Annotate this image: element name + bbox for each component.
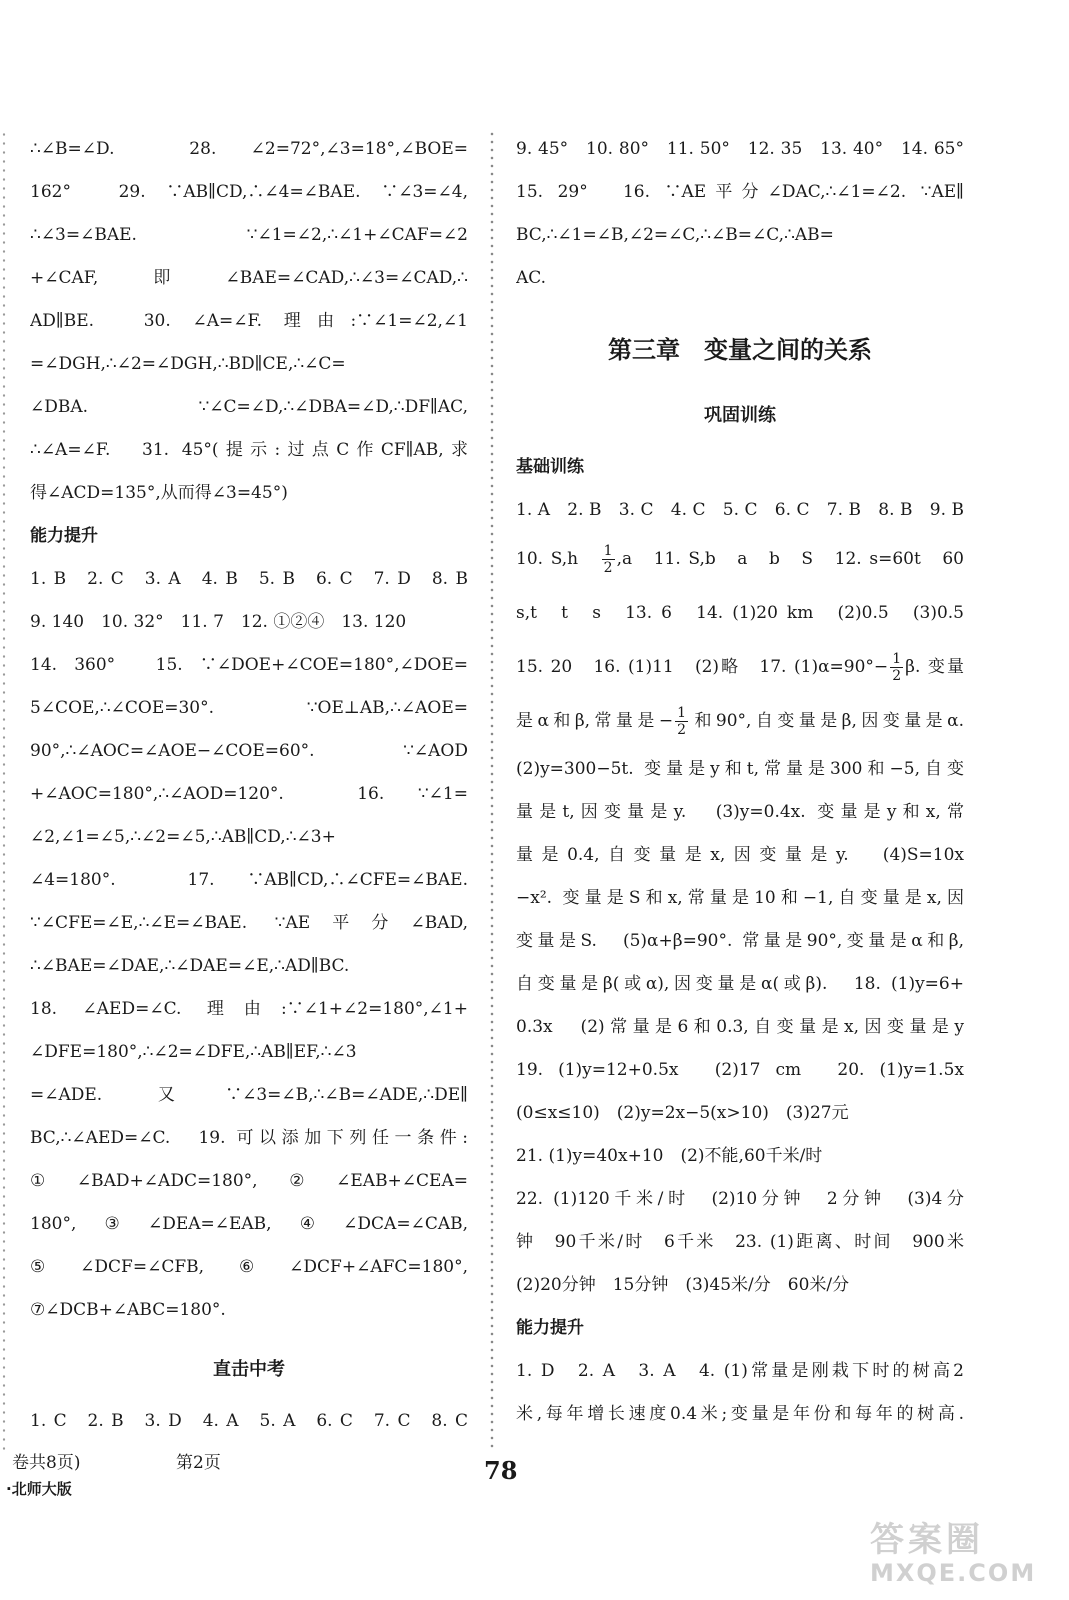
answer-line: =∠DGH,∴∠2=∠DGH,∴BD∥CE,∴∠C= [30,354,346,374]
watermark-url: MXQE.COM [870,1559,1037,1587]
right-column [516,128,964,1436]
answer-line: 1. A 2. B 3. C 4. C 5. C 6. C 7. B 8. B 9. B [516,500,964,520]
answer-line: 自变量是β(或α),因变量是α(或β). 18. (1)y=6+ [516,974,964,994]
answer-line: 量是t,因变量是y. (3)y=0.4x. 变量是y和x,常 [516,802,964,822]
answer-line-fraction [516,694,964,748]
section-heading-ability: 能力提升 [30,526,98,546]
answer-line: ⑦∠DCB+∠ABC=180°. [30,1300,226,1320]
answer-line: 9. 45° 10. 80° 11. 50° 12. 35 13. 40° 14. 65° [516,139,964,159]
footer-edition: ·北师大版 [6,1480,72,1498]
answer-line: 162° 29. ∵AB∥CD,∴∠4=∠BAE. ∵∠3=∠4, [30,182,468,202]
answer-line: (0≤x≤10) (2)y=2x−5(x>10) (3)27元 [516,1103,849,1123]
answer-line: 1. B 2. C 3. A 4. B 5. B 6. C 7. D 8. B [30,569,468,589]
answer-line: ⑤∠DCF=∠CFB,⑥∠DCF+∠AFC=180°, [30,1257,468,1277]
answer-line: 21. (1)y=40x+10 (2)不能,60千米/时 [516,1146,823,1166]
answer-line: ∴∠BAE=∠DAE,∴∠DAE=∠E,∴AD∥BC. [30,956,350,976]
answer-line: 钟 90千米/时 6千米 23. (1)距离、时间 900米 [516,1232,964,1252]
fraction-numerator: 1 [892,651,902,667]
answer-line: 5∠COE,∴∠COE=30°. ∵OE⊥AB,∴∠AOE= [30,698,468,718]
answer-line: +∠AOC=180°,∴∠AOD=120°. 16. ∵∠1= [30,784,468,804]
fraction-denominator: 2 [603,560,613,576]
answer-line: ∴∠3=∠BAE. ∵∠1=∠2,∴∠1+∠CAF=∠2 [30,225,468,245]
fraction [890,651,903,684]
answer-line: (2)20分钟 15分钟 (3)45米/分 60米/分 [516,1275,850,1295]
answer-line: 180°,③∠DEA=∠EAB,④∠DCA=∠CAB, [30,1214,468,1234]
answer-line: 1. C 2. B 3. D 4. A 5. A 6. C 7. C 8. C [30,1411,468,1431]
left-column [30,128,468,1443]
fraction [602,543,615,576]
answer-line: 19. (1)y=12+0.5x (2)17 cm 20. (1)y=1.5x [516,1060,964,1080]
answer-line: ∵∠CFE=∠E,∴∠E=∠BAE. ∵AE平分∠BAD, [30,913,468,933]
answer-line: (2)y=300−5t. 变量是y和t,常量是300和−5,自变 [516,759,964,779]
column-divider [490,130,494,1450]
answer-line: BC,∴∠1=∠B,∠2=∠C,∴∠B=∠C,∴AB= [516,225,834,245]
answer-line: 0.3x (2)常量是6和0.3,自变量是x,因变量是y [516,1017,964,1037]
text-segment: 是α和β,常量是− [516,711,674,731]
answer-line: 得∠ACD=135°,从而得∠3=45°) [30,483,288,503]
watermark-text: 答案圈 [870,1520,984,1560]
answer-line: AD∥BE. 30. ∠A=∠F. 理由:∵∠1=∠2,∠1 [30,311,468,331]
left-answers-b [30,558,468,1332]
chapter-title: 第三章 变量之间的关系 [608,336,872,364]
text-segment: ,a 11. S,b a b S 12. s=60t 60 [616,549,964,569]
answer-line: 9. 140 10. 32° 11. 7 12. ①②④ 13. 120 [30,612,407,632]
answer-line: 量是0.4,自变量是x,因变量是y. (4)S=10x [516,845,964,865]
answer-line-fraction [516,640,964,694]
answer-line: ∠DFE=180°,∴∠2=∠DFE,∴AB∥EF,∴∠3 [30,1042,357,1062]
answer-line: −x². 变量是S和x,常量是10和−1,自变量是x,因 [516,888,964,908]
fraction-denominator: 2 [892,668,902,684]
answer-line: ∠2,∠1=∠5,∴∠2=∠5,∴AB∥CD,∴∠3+ [30,827,336,847]
answer-line-fraction [516,532,964,586]
text-segment: 10. S,h [516,549,600,569]
left-answers-a [30,128,468,515]
section-heading-ability: 能力提升 [516,1318,584,1338]
answer-line: ∴∠B=∠D. 28. ∠2=72°,∠3=18°,∠BOE= [30,139,468,159]
text-segment: 和90°,自变量是β,因变量是α. [690,711,964,731]
answer-line: +∠CAF,即∠BAE=∠CAD,∴∠3=∠CAD,∴ [30,268,468,288]
answer-line: BC,∴∠AED=∠C. 19. 可以添加下列任一条件: [30,1128,468,1148]
fraction [675,705,688,738]
text-segment: 15. 20 16. (1)11 (2)略 17. (1)α=90°− [516,657,889,677]
answer-line: ∠DBA. ∵∠C=∠D,∴∠DBA=∠D,∴DF∥AC, [30,397,468,417]
answer-line: =∠ADE. 又∵∠3=∠B,∴∠B=∠ADE,∴DE∥ [30,1085,468,1105]
right-answers-b [516,748,964,1307]
answer-line: 18. ∠AED=∠C. 理由:∵∠1+∠2=180°,∠1+ [30,999,468,1019]
footer-page-label: 第2页 [176,1453,221,1473]
answer-line: s,t t s 13. 6 14. (1)20 km (2)0.5 (3)0.5 [516,603,964,623]
answer-line: 1. D 2. A 3. A 4. (1)常量是刚栽下时的树高2 [516,1361,964,1381]
fraction-numerator: 1 [603,543,613,559]
answer-line: 变量是S. (5)α+β=90°. 常量是90°,变量是α和β, [516,931,964,951]
answer-line: 15. 29° 16. ∵AE平分∠DAC,∴∠1=∠2. ∵AE∥ [516,182,964,202]
fraction-denominator: 2 [677,722,686,738]
answer-line: ∴∠A=∠F. 31. 45°(提示:过点C作CF∥AB,求 [30,440,468,460]
text-segment: β. 变量 [905,657,964,677]
answer-line: 22. (1)120千米/时 (2)10分钟 2分钟 (3)4分 [516,1189,964,1209]
section-heading-exam: 直击中考 [213,1359,285,1380]
watermark-logo [870,1520,1060,1590]
answer-line: 米,每年增长速度0.4米;变量是年份和每年的树高. [516,1404,964,1424]
footer-left-text: 卷共8页) [12,1453,81,1473]
answer-line: 90°,∴∠AOC=∠AOE−∠COE=60°. ∵∠AOD [30,741,468,761]
answer-line: 14. 360° 15. ∵∠DOE+∠COE=180°,∠DOE= [30,655,468,675]
answer-line: ①∠BAD+∠ADC=180°,②∠EAB+∠CEA= [30,1171,468,1191]
right-answers-a [516,128,964,300]
page-number: 78 [484,1456,518,1485]
answer-line: AC. [516,268,547,288]
subsection-title: 巩固训练 [704,405,776,426]
section-heading-basic: 基础训练 [516,457,584,477]
answer-line: ∠4=180°. 17. ∵AB∥CD,∴∠CFE=∠BAE. [30,870,468,890]
fraction-numerator: 1 [677,705,686,721]
left-edge-dots [2,130,6,1450]
